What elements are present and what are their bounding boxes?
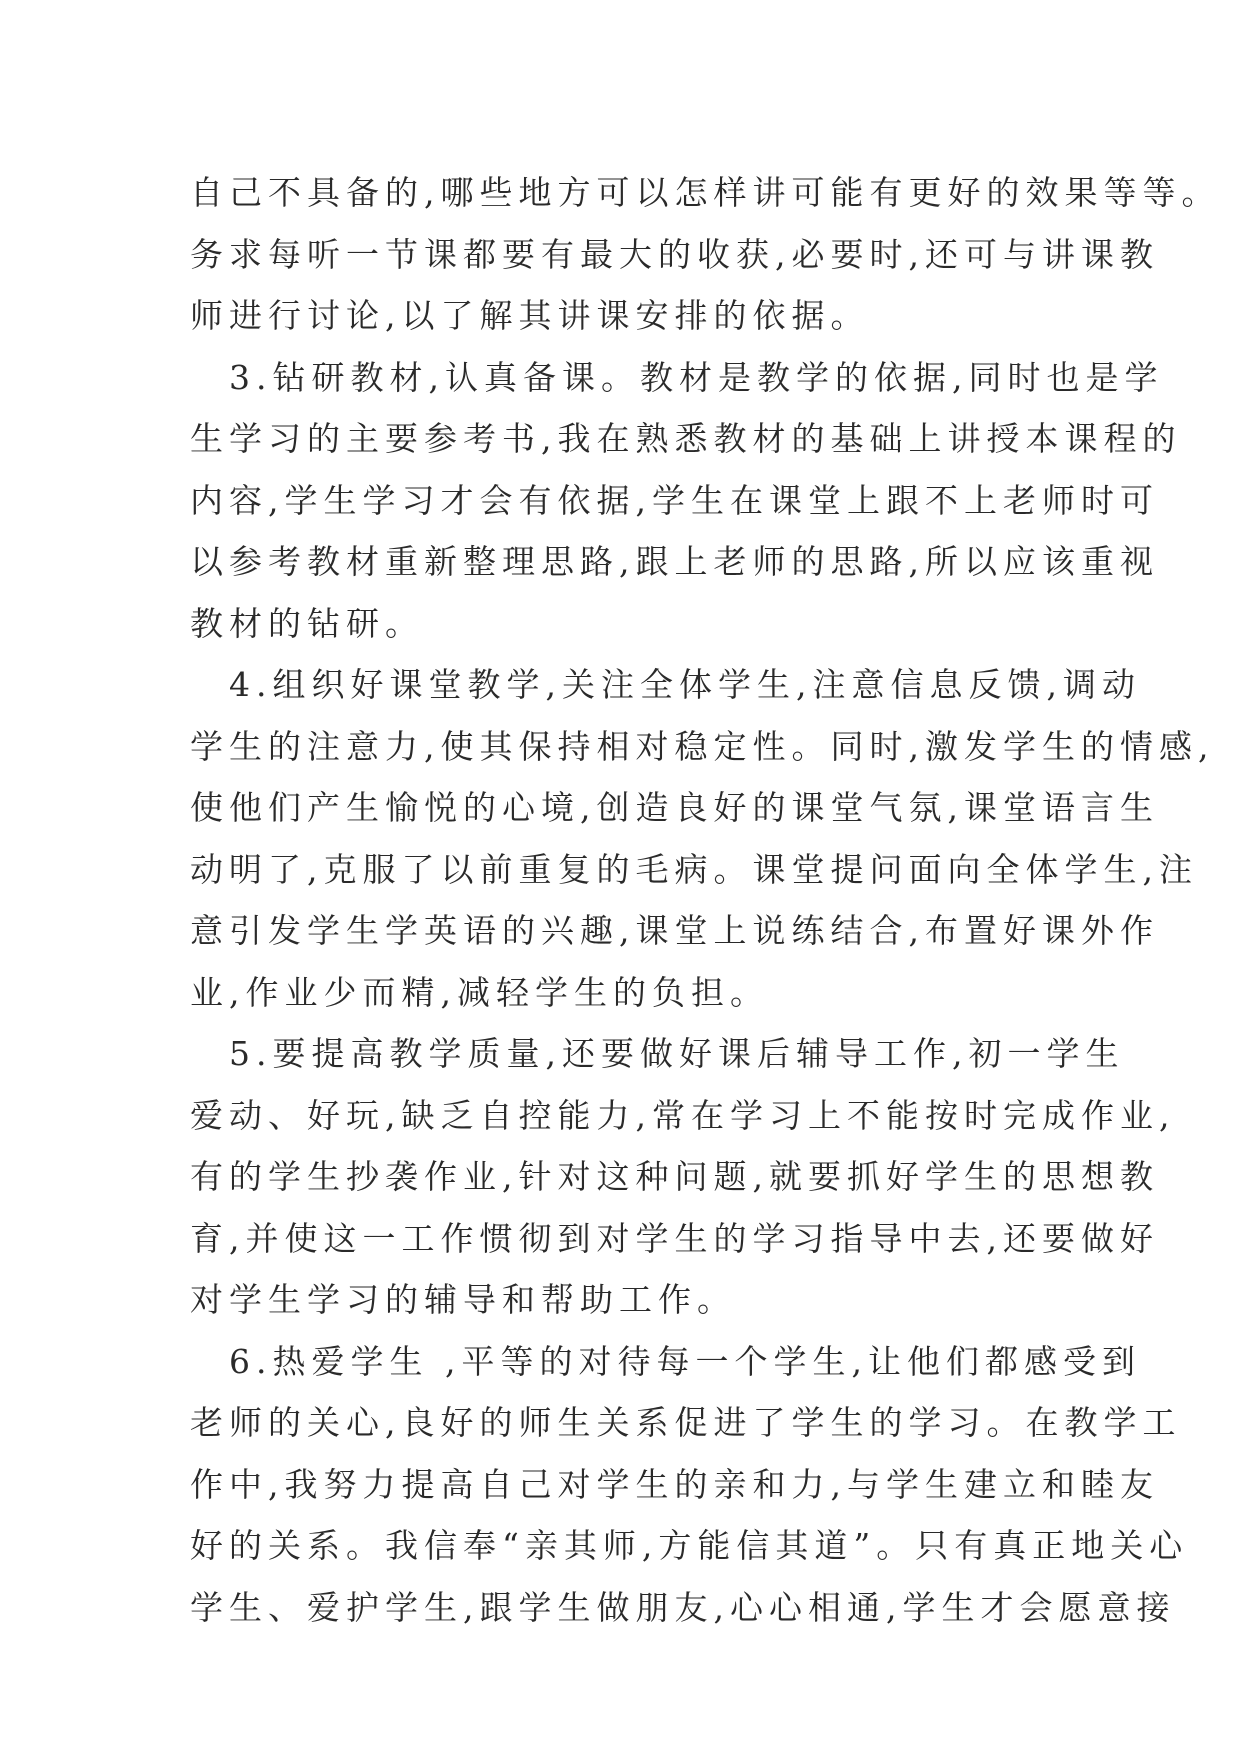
text-line: 动明了,克服了以前重复的毛病。课堂提问面向全体学生,注 [190, 849, 1198, 889]
text-line: 有的学生抄袭作业,针对这种问题,就要抓好学生的思想教 [190, 1157, 1159, 1196]
text-line: 学生的注意力,使其保持相对稳定性。同时,激发学生的情感, [190, 726, 1215, 766]
text-line: 对学生学习的辅导和帮助工作。 [190, 1280, 736, 1319]
text-line: 3.钻研教材,认真备课。教材是教学的依据,同时也是学 [190, 357, 1164, 397]
text-line: 6.热爱学生 ,平等的对待每一个学生,让他们都感受到 [190, 1341, 1141, 1381]
text-line: 育,并使这一工作惯彻到对学生的学习指导中去,还要做好 [190, 1218, 1159, 1258]
text-line: 老师的关心,良好的师生关系促进了学生的学习。在教学工 [190, 1403, 1182, 1442]
text-line: 自己不具备的,哪些地方可以怎样讲可能有更好的效果等等。 [190, 173, 1221, 212]
text-line: 爱动、好玩,缺乏自控能力,常在学习上不能按时完成作业, [190, 1095, 1176, 1135]
text-line: 5.要提高教学质量,还要做好课后辅导工作,初一学生 [190, 1034, 1125, 1073]
text-line: 使他们产生愉悦的心境,创造良好的课堂气氛,课堂语言生 [190, 788, 1159, 827]
text-line: 教材的钻研。 [190, 603, 424, 643]
text-line: 师进行讨论,以了解其讲课安排的依据。 [190, 296, 870, 335]
text-line: 务求每听一节课都要有最大的收获,必要时,还可与讲课教 [190, 234, 1159, 274]
text-line: 以参考教材重新整理思路,跟上老师的思路,所以应该重视 [190, 542, 1159, 581]
text-line: 作中,我努力提高自己对学生的亲和力,与学生建立和睦友 [190, 1464, 1159, 1504]
text-line: 好的关系。我信奉“亲其师,方能信其道”。只有真正地关心 [190, 1526, 1189, 1565]
text-line: 意引发学生学英语的兴趣,课堂上说练结合,布置好课外作 [190, 911, 1159, 950]
text-line: 4.组织好课堂教学,关注全体学生,注意信息反馈,调动 [190, 665, 1141, 704]
text-line: 生学习的主要参考书,我在熟悉教材的基础上讲授本课程的 [190, 419, 1182, 458]
text-line: 学生、爱护学生,跟学生做朋友,心心相通,学生才会愿意接 [190, 1587, 1176, 1627]
text-line: 内容,学生学习才会有依据,学生在课堂上跟不上老师时可 [190, 480, 1159, 520]
text-line: 业,作业少而精,减轻学生的负担。 [190, 972, 769, 1012]
body-text [190, 162, 1221, 1638]
